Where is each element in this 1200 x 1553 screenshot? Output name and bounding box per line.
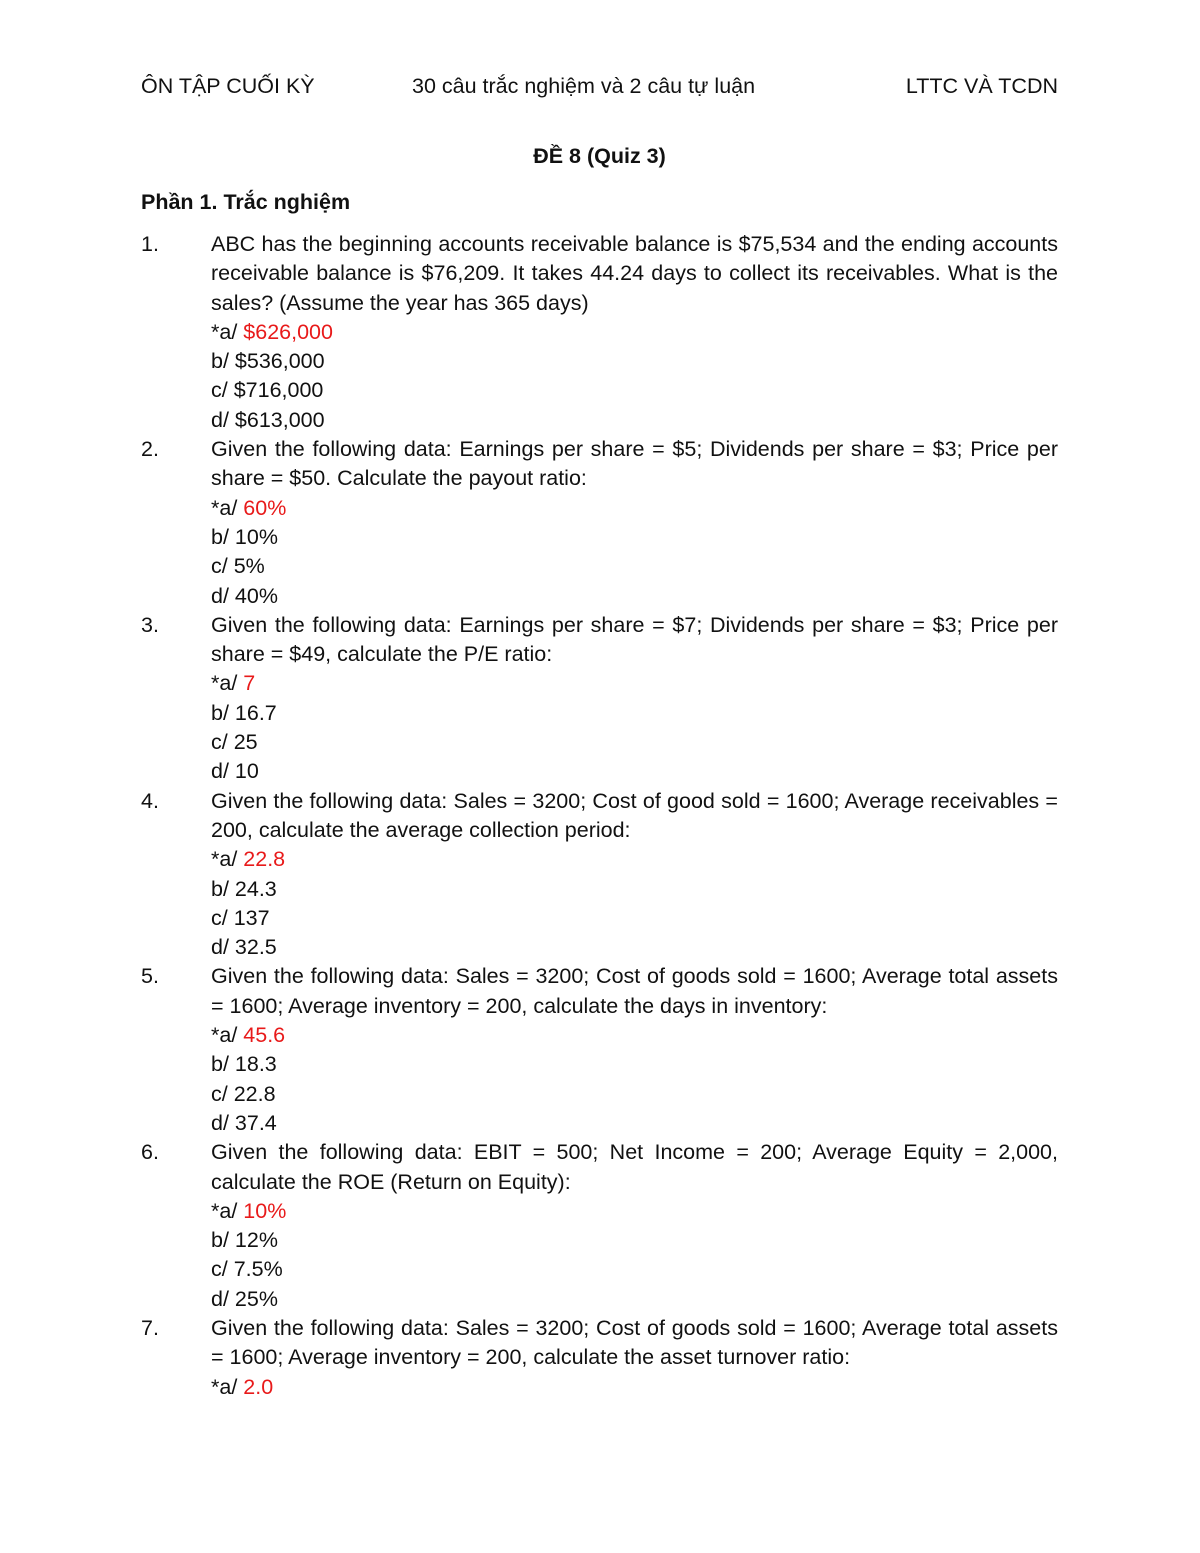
answer-option: c/ $716,000 xyxy=(211,378,324,403)
correct-answer-option xyxy=(211,1021,1058,1050)
answer-option: d/ 10 xyxy=(211,759,259,784)
answer-option: b/ 18.3 xyxy=(211,1052,277,1077)
document-title: ĐỀ 8 (Quiz 3) xyxy=(533,144,666,168)
correct-answer-value: 45.6 xyxy=(243,1023,286,1048)
question-text: Given the following data: Sales = 3200; Cost of goods sold = 1600; Average total assets = 1600; Average inventory = 200, calculate the days in inventory: xyxy=(211,964,1058,1018)
answer-option: d/ $613,000 xyxy=(211,407,325,432)
question-text: Given the following data: Earnings per share = $5; Dividends per share = $3; Price per share = $50. Calculate the payout ratio: xyxy=(211,437,1058,491)
correct-answer-value: 2.0 xyxy=(243,1374,274,1399)
answer-option: d/ 40% xyxy=(211,583,278,608)
answer-option: d/ 25% xyxy=(211,1286,278,1311)
correct-answer-value: 7 xyxy=(243,671,256,696)
question-text: Given the following data: Sales = 3200; Cost of good sold = 1600; Average receivables = 200, calculate the average collection period: xyxy=(211,788,1058,842)
section-title: Phần 1. Trắc nghiệm xyxy=(141,190,351,214)
correct-answer-value: 60% xyxy=(243,495,287,520)
question-text: Given the following data: Sales = 3200; Cost of goods sold = 1600; Average total assets = 1600; Average inventory = 200, calculate the asset turnover ratio: xyxy=(211,1315,1058,1370)
answer-option: b/ $536,000 xyxy=(211,349,325,374)
question-item xyxy=(141,1138,1058,1314)
answer-option: d/ 32.5 xyxy=(211,935,277,960)
answer-option: b/ 24.3 xyxy=(211,876,277,901)
correct-answer-value: 22.8 xyxy=(243,847,286,872)
answer-option: b/ 12% xyxy=(211,1228,278,1253)
answer-option: c/ 22.8 xyxy=(211,1081,276,1106)
correct-answer-prefix: *a/ xyxy=(211,1198,244,1223)
correct-answer-prefix: *a/ xyxy=(211,1374,244,1399)
correct-answer-option xyxy=(211,1373,1058,1402)
question-list xyxy=(141,230,1058,1402)
header-center: 30 câu trắc nghiệm và 2 câu tự luận xyxy=(412,74,756,98)
correct-answer-prefix: *a/ xyxy=(211,847,244,872)
page-header xyxy=(141,70,1058,102)
correct-answer-value: $626,000 xyxy=(243,319,333,344)
correct-answer-prefix: *a/ xyxy=(211,495,244,520)
question-item xyxy=(141,962,1058,1138)
question-item xyxy=(141,435,1058,611)
answer-option: b/ 16.7 xyxy=(211,700,277,725)
question-number: 3. xyxy=(141,612,159,637)
correct-answer-option xyxy=(211,845,1058,874)
question-text: Given the following data: Earnings per share = $7; Dividends per share = $3; Price per share = $49, calculate the P/E ratio: xyxy=(211,612,1058,667)
correct-answer-value: 10% xyxy=(243,1198,287,1223)
correct-answer-prefix: *a/ xyxy=(211,319,244,344)
question-item xyxy=(141,611,1058,787)
correct-answer-option xyxy=(211,669,1058,698)
correct-answer-prefix: *a/ xyxy=(211,1023,244,1048)
answer-option: c/ 5% xyxy=(211,554,265,579)
correct-answer-option xyxy=(211,494,1058,523)
answer-option: d/ 37.4 xyxy=(211,1110,277,1135)
header-left: ÔN TẬP CUỐI KỲ xyxy=(141,74,315,98)
question-number: 6. xyxy=(141,1140,159,1165)
question-item xyxy=(141,1314,1058,1402)
question-text: ABC has the beginning accounts receivable balance is $75,534 and the ending accounts receivable balance is $76,209. It takes 44.24 days to collect its receivables. What is the sales? (Assume the year has 365 days) xyxy=(211,232,1058,315)
answer-option: c/ 137 xyxy=(211,905,270,930)
header-right: LTTC VÀ TCDN xyxy=(905,74,1058,98)
question-number: 7. xyxy=(141,1315,159,1340)
question-item xyxy=(141,230,1058,435)
correct-answer-option xyxy=(211,318,1058,347)
question-number: 2. xyxy=(141,437,159,462)
answer-option: c/ 25 xyxy=(211,730,258,755)
correct-answer-option xyxy=(211,1197,1058,1226)
question-number: 1. xyxy=(141,232,159,256)
answer-option: c/ 7.5% xyxy=(211,1257,283,1282)
question-number: 4. xyxy=(141,788,159,813)
answer-option: b/ 10% xyxy=(211,524,278,549)
question-number: 5. xyxy=(141,964,159,989)
question-text: Given the following data: EBIT = 500; Net Income = 200; Average Equity = 2,000, calculate the ROE (Return on Equity): xyxy=(211,1140,1058,1194)
correct-answer-prefix: *a/ xyxy=(211,671,244,696)
question-item xyxy=(141,787,1058,963)
